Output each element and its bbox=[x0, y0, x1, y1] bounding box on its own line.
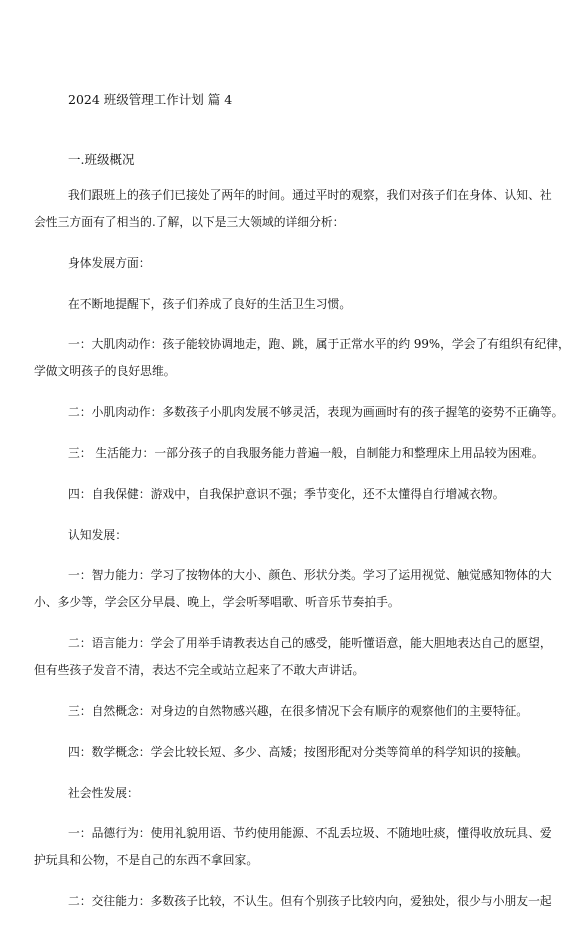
section-heading: 一.班级概况 bbox=[68, 152, 135, 167]
paragraph-line: 认知发展： bbox=[68, 527, 127, 542]
document-title: 2024 班级管理工作计划 篇 4 bbox=[68, 92, 233, 107]
paragraph-line: 我们跟班上的孩子们已接处了两年的时间。通过平时的观察，我们对孩子们在身体、认知、社 bbox=[68, 188, 552, 202]
paragraph-line: 会性三方面有了相当的.了解，以下是三大领域的详细分析： bbox=[34, 215, 345, 229]
paragraph-line: 一：大肌肉动作：孩子能较协调地走，跑、跳，属于正常水平的约 99%，学会了有组织有纪律， bbox=[68, 337, 570, 352]
paragraph bbox=[68, 250, 548, 277]
paragraph bbox=[68, 399, 564, 426]
paragraph-line: 学做文明孩子的良好思维。 bbox=[34, 364, 176, 379]
paragraph-line: 但有些孩子发音不清，表达不完全或站立起来了不敢大声讲话。 bbox=[34, 663, 365, 678]
paragraph-line: 在不断地提醒下，孩子们养成了良好的生活卫生习惯。 bbox=[68, 296, 352, 311]
paragraph-line: 三：自然概念：对身边的自然物感兴趣，在很多情况下会有顺序的观察他们的主要特征。 bbox=[68, 703, 529, 718]
paragraph bbox=[68, 888, 552, 915]
paragraph-line: 一：智力能力：学习了按物体的大小、颜色、形状分类。学习了运用视觉、触觉感知物体的大 bbox=[68, 568, 552, 583]
paragraph bbox=[34, 820, 552, 874]
paragraph-line: 二：语言能力：学会了用举手请教表达自己的感受，能听懂语意，能大胆地表达自己的愿望， bbox=[68, 636, 552, 651]
paragraph bbox=[68, 291, 548, 318]
paragraph bbox=[34, 562, 552, 616]
paragraph-line: 护玩具和公物，不是自己的东西不拿回家。 bbox=[34, 853, 259, 868]
paragraph bbox=[34, 182, 552, 236]
paragraph-line: 身体发展方面： bbox=[68, 255, 151, 270]
body-text bbox=[34, 182, 570, 929]
paragraph bbox=[68, 780, 548, 807]
paragraph-line: 小、多少等，学会区分早晨、晚上，学会听琴唱歌、听音乐节奏拍手。 bbox=[34, 595, 400, 610]
paragraph-line: 三： 生活能力：一部分孩子的自我服务能力普遍一般，自制能力和整理床上用品较为困难。 bbox=[68, 445, 544, 460]
paragraph bbox=[68, 440, 548, 467]
paragraph bbox=[68, 698, 548, 725]
paragraph-line: 社会性发展： bbox=[68, 785, 139, 800]
paragraph bbox=[68, 481, 548, 508]
paragraph-line: 二：交往能力：多数孩子比较，不认生。但有个别孩子比较内向，爱独处，很少与小朋友一起 bbox=[68, 894, 552, 909]
paragraph bbox=[34, 630, 552, 684]
paragraph bbox=[68, 522, 548, 549]
paragraph-line: 四：自我保健：游戏中，自我保护意识不强；季节变化，还不太懂得自行增减衣物。 bbox=[68, 486, 505, 501]
paragraph-line: 四：数学概念：学会比较长短、多少、高矮；按图形配对分类等简单的科学知识的接触。 bbox=[68, 744, 529, 759]
paragraph-line: 一：品德行为：使用礼貌用语、节约使用能源、不乱丢垃圾、不随地吐痰，懂得收放玩具、爱 bbox=[68, 826, 552, 841]
paragraph-line: 二：小肌肉动作：多数孩子小肌肉发展不够灵活，表现为画画时有的孩子握笔的姿势不正确等。 bbox=[68, 405, 564, 420]
paragraph bbox=[68, 739, 548, 766]
paragraph bbox=[34, 331, 570, 385]
